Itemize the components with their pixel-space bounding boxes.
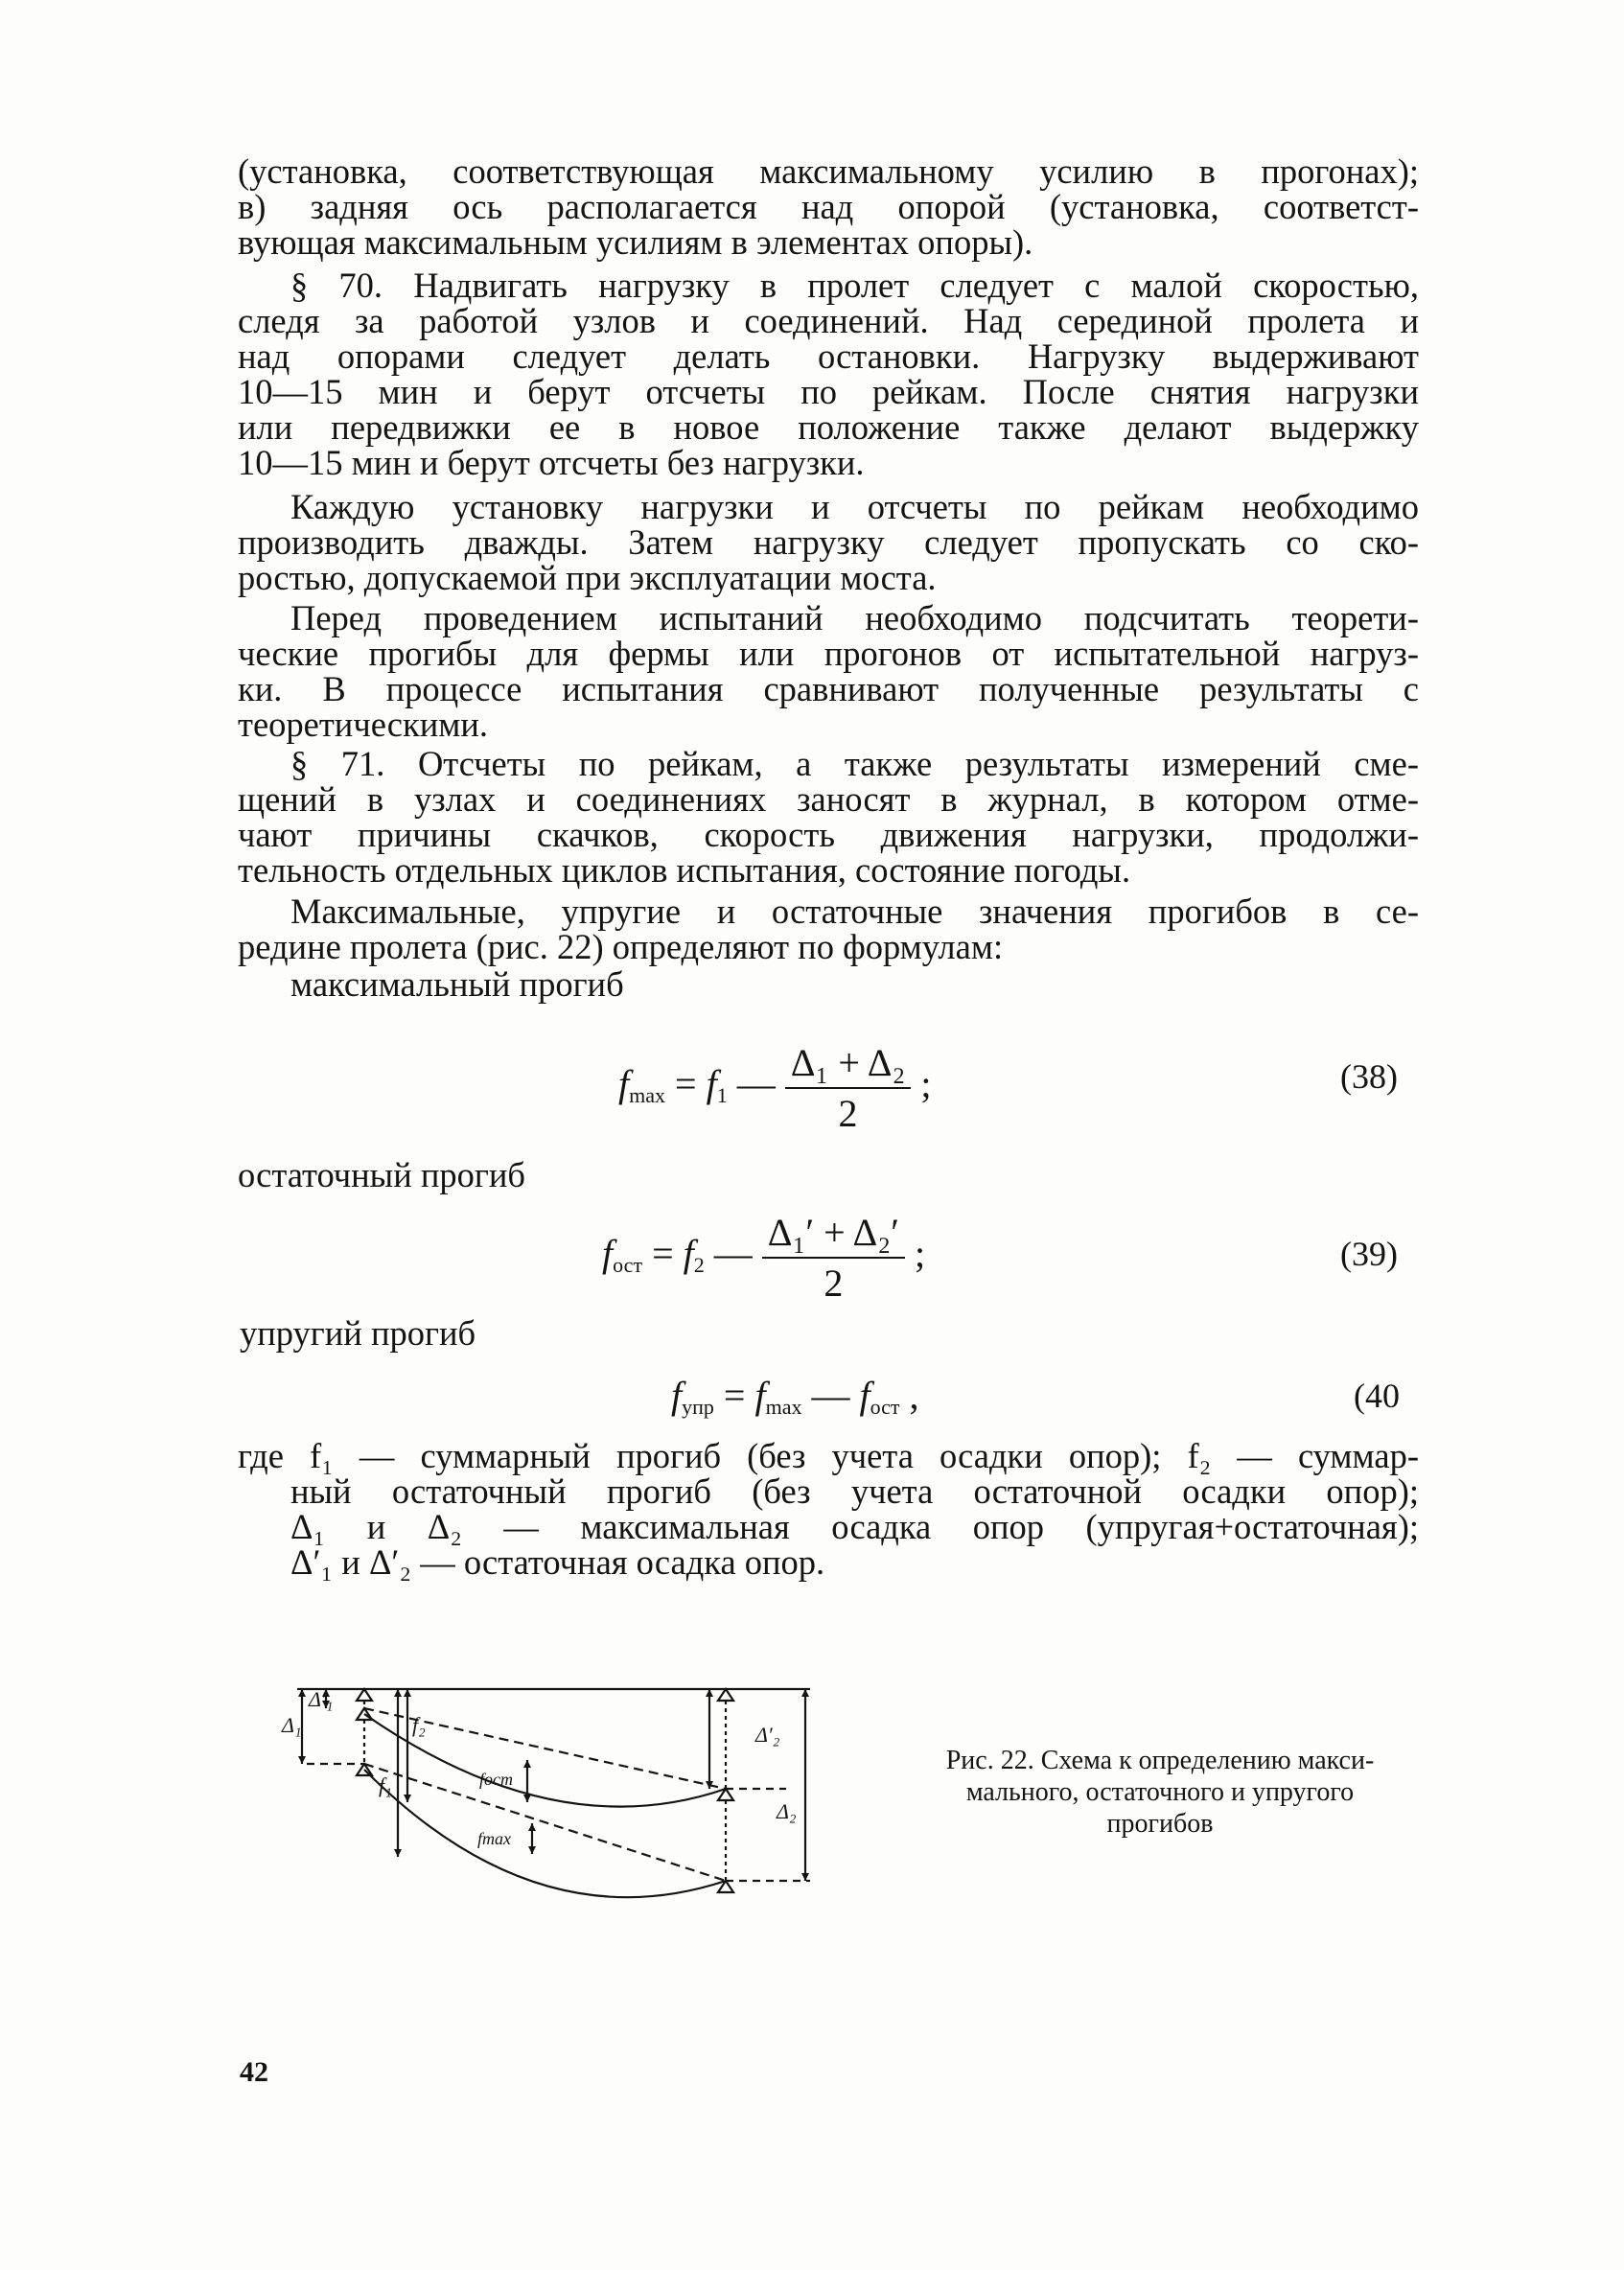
page-number: 42 bbox=[240, 2056, 268, 2088]
formula-38 bbox=[618, 1040, 932, 1136]
fraction-denominator: 2 bbox=[838, 1092, 858, 1135]
formula-rhs-sub: 2 bbox=[693, 1253, 705, 1278]
formula-minus: — bbox=[801, 1374, 860, 1417]
formula-lhs-sub: ост bbox=[613, 1253, 643, 1278]
text-line: 10—15 мин и берут отсчеты по рейкам. После снятия нагрузки bbox=[238, 372, 1419, 411]
formula-b-sub: ост bbox=[870, 1395, 900, 1419]
formula-eq: = bbox=[665, 1062, 707, 1106]
formula-fraction bbox=[762, 1210, 905, 1306]
label-f2: f₂ bbox=[412, 1713, 426, 1737]
paragraph-5 bbox=[238, 746, 1419, 888]
formula-minus: — bbox=[727, 1062, 785, 1106]
max-deflection-label: максимальный прогиб bbox=[290, 964, 624, 1004]
label-delta1: Δ₁ bbox=[282, 1713, 302, 1737]
fraction-denominator: 2 bbox=[824, 1262, 844, 1305]
formula-end: ; bbox=[911, 1062, 932, 1106]
paragraph-2 bbox=[238, 267, 1419, 480]
label-delta2-prime: Δ′₂ bbox=[755, 1723, 780, 1747]
equation-number-38: (38) bbox=[1340, 1057, 1398, 1096]
formula-lhs-sub: max bbox=[629, 1083, 666, 1108]
formula-lhs: f bbox=[671, 1374, 683, 1417]
max-chord-line bbox=[364, 1764, 726, 1881]
text-line: над опорами следует делать остановки. Нагрузку выдерживают bbox=[238, 336, 1419, 376]
paragraph-1 bbox=[238, 153, 1419, 260]
label-fost: fост bbox=[479, 1770, 513, 1789]
text-line: Δ′₁ и Δ′₂ — остаточная осадка опор. bbox=[290, 1542, 825, 1582]
text-line: § 71. Отсчеты по рейкам, а также результаты измерений сме- bbox=[290, 744, 1419, 783]
formula-39 bbox=[602, 1210, 925, 1306]
residual-deflection-label: остаточный прогиб bbox=[238, 1155, 525, 1194]
fraction-numerator: Δ₁′ + Δ₂′ bbox=[762, 1210, 905, 1259]
text-line: ки. В процессе испытания сравнивают полученные результаты с bbox=[238, 669, 1419, 708]
formula-lhs: f bbox=[618, 1062, 630, 1106]
symbol-definitions bbox=[238, 1438, 1419, 1580]
equation-number-40: (40 bbox=[1354, 1377, 1400, 1415]
deflection-diagram bbox=[282, 1679, 824, 1929]
fraction-numerator: Δ₁ + Δ₂ bbox=[785, 1040, 912, 1089]
text-line: чают причины скачков, скорость движения нагрузки, продолжи- bbox=[238, 815, 1419, 854]
formula-fraction bbox=[785, 1040, 912, 1136]
text-line: вующая максимальным усилиям в элементах опоры). bbox=[238, 222, 1033, 262]
text-line: Каждую установку нагрузки и отсчеты по рейкам необходимо bbox=[290, 487, 1419, 526]
figure-caption bbox=[877, 1745, 1443, 1840]
text-line: Перед проведением испытаний необходимо подсчитать теорети- bbox=[290, 598, 1419, 637]
caption-line: прогибов bbox=[1106, 1809, 1214, 1839]
paragraph-3 bbox=[238, 489, 1419, 595]
paragraph-4 bbox=[238, 600, 1419, 742]
text-line: щений в узлах и соединениях заносят в журнал, в котором отме- bbox=[238, 779, 1419, 819]
text-line: тельность отдельных циклов испытания, состояние погоды. bbox=[238, 850, 1131, 890]
caption-line: Рис. 22. Схема к определению макси- bbox=[945, 1746, 1375, 1775]
paragraph-6 bbox=[238, 893, 1419, 964]
formula-a: f bbox=[754, 1374, 766, 1417]
formula-rhs: f bbox=[683, 1232, 694, 1276]
text-line: или передвижки ее в новое положение также делают выдержку bbox=[238, 407, 1419, 447]
formula-a-sub: max bbox=[765, 1395, 802, 1419]
text-line: 10—15 мин и берут отсчеты без нагрузки. bbox=[238, 443, 865, 482]
elastic-deflection-label: упругий прогиб bbox=[240, 1313, 476, 1353]
formula-rhs-sub: 1 bbox=[716, 1083, 728, 1108]
text-line: ческие прогибы для фермы или прогонов от испытательной нагруз- bbox=[238, 634, 1419, 673]
text-line: ростью, допускаемой при эксплуатации моста. bbox=[238, 558, 937, 597]
text-line: Δ₁ и Δ₂ — максимальная осадка опор (упругая+остаточная); bbox=[290, 1507, 1419, 1546]
formula-b: f bbox=[859, 1374, 870, 1417]
text-line: где f₁ — суммарный прогиб (без учета осадки опор); f₂ — суммар- bbox=[238, 1436, 1419, 1475]
formula-rhs: f bbox=[706, 1062, 717, 1106]
text-line: ный остаточный прогиб (без учета остаточной осадки опор); bbox=[290, 1471, 1419, 1511]
formula-40 bbox=[671, 1373, 919, 1420]
label-fmax: fmax bbox=[477, 1829, 511, 1848]
text-line: § 70. Надвигать нагрузку в пролет следует с малой скоростью, bbox=[290, 266, 1419, 305]
max-deflection-curve bbox=[364, 1770, 726, 1897]
caption-line: мального, остаточного и упругого bbox=[965, 1777, 1355, 1807]
equation-number-39: (39) bbox=[1340, 1235, 1398, 1273]
label-delta1-prime: Δ′₁ bbox=[309, 1687, 334, 1711]
text-line: следя за работой узлов и соединений. Над серединой пролета и bbox=[238, 301, 1419, 340]
text-line: теоретическими. bbox=[238, 705, 489, 744]
formula-end: ; bbox=[904, 1232, 926, 1276]
right-support-original bbox=[718, 1689, 733, 1701]
formula-eq: = bbox=[713, 1374, 755, 1417]
left-support-original bbox=[357, 1689, 372, 1701]
label-f1: f₁ bbox=[379, 1773, 392, 1797]
label-delta2: Δ₂ bbox=[777, 1799, 797, 1823]
text-line: в) задняя ось располагается над опорой (установка, соответст- bbox=[238, 187, 1419, 226]
formula-minus: — bbox=[704, 1232, 762, 1276]
text-line: производить дважды. Затем нагрузку следует пропускать со ско- bbox=[238, 522, 1419, 562]
formula-lhs-sub: упр bbox=[682, 1395, 714, 1419]
text-line: (установка, соответствующая максимальному усилию в прогонах); bbox=[238, 151, 1419, 191]
formula-end: , bbox=[899, 1374, 919, 1417]
text-line: Максимальные, упругие и остаточные значения прогибов в се- bbox=[290, 892, 1419, 931]
text-line: редине пролета (рис. 22) определяют по формулам: bbox=[238, 927, 1004, 966]
formula-lhs: f bbox=[602, 1232, 614, 1276]
formula-eq: = bbox=[642, 1232, 684, 1276]
